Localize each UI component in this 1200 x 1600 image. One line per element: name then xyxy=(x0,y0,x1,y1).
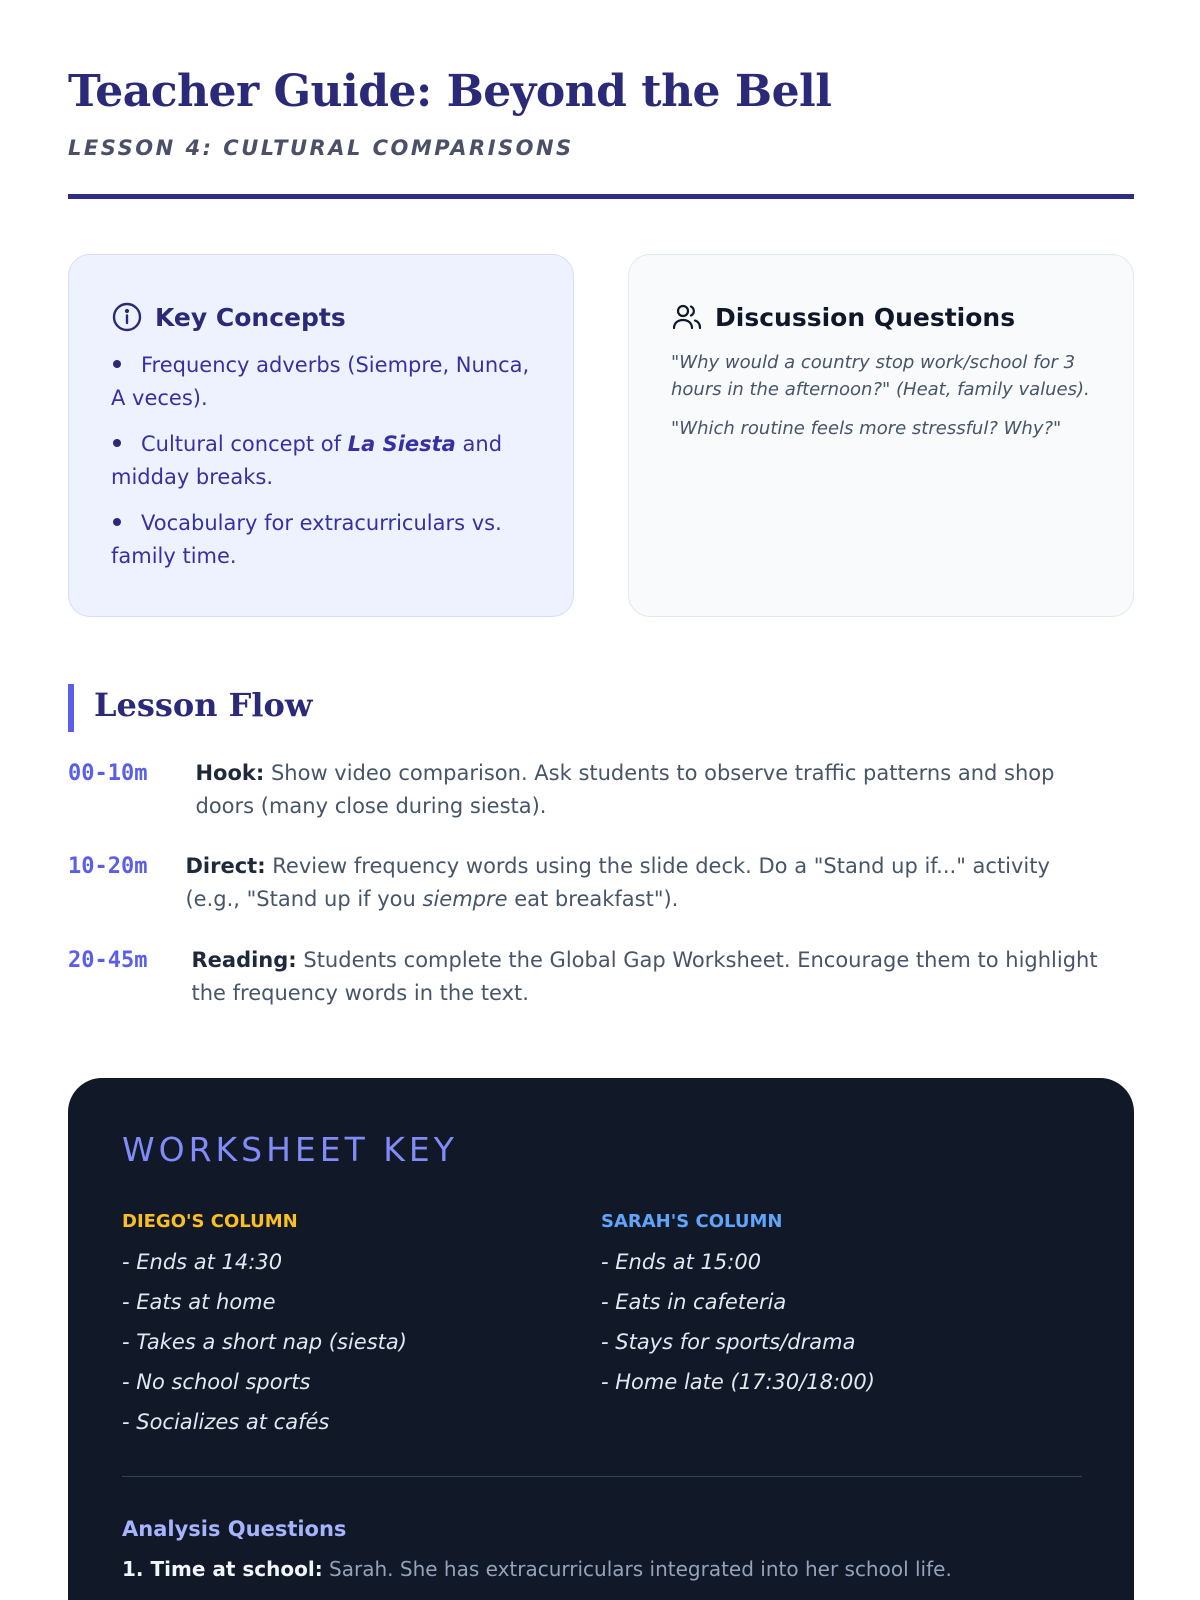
list-item xyxy=(111,507,533,573)
bullet xyxy=(113,518,121,526)
flow-time: 10-20m xyxy=(68,854,148,879)
discussion-questions-card xyxy=(628,254,1134,617)
flow-time: 20-45m xyxy=(68,948,148,973)
worksheet-key-panel xyxy=(68,1078,1134,1600)
analysis-questions-title: Analysis Questions xyxy=(122,1517,347,1541)
analysis-text: Sarah. She has extracurriculars integrated into her school life. xyxy=(322,1557,952,1581)
flow-emphasis: siempre xyxy=(422,887,508,911)
flow-label: Hook: xyxy=(195,761,265,785)
list-item: - Home late (17:30/18:00) xyxy=(601,1370,875,1394)
worksheet-key-title: WORKSHEET KEY xyxy=(122,1130,458,1169)
diego-column xyxy=(122,1211,601,1442)
section-accent-bar xyxy=(68,684,74,732)
concept-emphasis: La Siesta xyxy=(347,432,456,456)
flow-description xyxy=(191,944,1131,1010)
users-icon xyxy=(671,301,703,333)
discussion-header xyxy=(671,299,1093,335)
page-title: Teacher Guide: Beyond the Bell xyxy=(68,66,832,117)
list-item: - Eats in cafeteria xyxy=(601,1290,787,1314)
sarah-column xyxy=(601,1211,1080,1442)
sarah-column-heading: SARAH'S COLUMN xyxy=(601,1211,783,1232)
flow-label: Direct: xyxy=(185,854,266,878)
list-item: - Ends at 14:30 xyxy=(122,1250,283,1274)
diego-column-heading: DIEGO'S COLUMN xyxy=(122,1211,298,1232)
key-concepts-list xyxy=(111,349,533,573)
lesson-flow-row xyxy=(68,757,1148,823)
worksheet-divider xyxy=(122,1476,1082,1477)
lesson-flow-row xyxy=(68,944,1148,1010)
page-subtitle: LESSON 4: CULTURAL COMPARISONS xyxy=(68,136,574,160)
list-item: - Ends at 15:00 xyxy=(601,1250,762,1274)
flow-description xyxy=(195,757,1115,823)
info-circle-icon xyxy=(111,301,143,333)
concept-text: Frequency adverbs (Siempre, Nunca, A veces). xyxy=(111,353,530,410)
discussion-question: "Which routine feels more stressful? Why?" xyxy=(671,418,1062,439)
flow-text: Students complete the Global Gap Worksheet. Encourage them to highlight the frequency words in the text. xyxy=(191,948,1098,1005)
list-item: - No school sports xyxy=(122,1370,311,1394)
key-concepts-card xyxy=(68,254,574,617)
worksheet-columns xyxy=(122,1211,1080,1442)
discussion-title: Discussion Questions xyxy=(715,302,1016,332)
list-item: - Takes a short nap (siesta) xyxy=(122,1330,407,1354)
list-item: - Eats at home xyxy=(122,1290,276,1314)
header-divider xyxy=(68,194,1134,199)
flow-description xyxy=(185,850,1105,916)
concept-text: and midday breaks. xyxy=(111,432,503,489)
lesson-flow-title: Lesson Flow xyxy=(94,686,313,724)
analysis-answer xyxy=(122,1557,1080,1581)
concept-text: Cultural concept of xyxy=(141,432,348,456)
bullet xyxy=(113,439,121,447)
discussion-question: "Why would a country stop work/school for 3 hours in the afternoon?" (Heat, family values). xyxy=(671,352,1090,400)
lesson-flow-row xyxy=(68,850,1148,916)
analysis-label: 1. Time at school: xyxy=(122,1557,323,1581)
flow-text: Review frequency words using the slide deck. Do a "Stand up if..." activity (e.g., "Stand up if you xyxy=(185,854,1050,911)
bullet xyxy=(113,360,121,368)
concept-text: Vocabulary for extracurriculars vs. family time. xyxy=(111,511,502,568)
flow-text: eat breakfast"). xyxy=(507,887,679,911)
flow-label: Reading: xyxy=(191,948,297,972)
list-item xyxy=(111,349,533,415)
list-item: - Socializes at cafés xyxy=(122,1410,330,1434)
key-concepts-header xyxy=(111,299,533,335)
list-item xyxy=(111,428,533,494)
flow-time: 00-10m xyxy=(68,761,148,786)
list-item: - Stays for sports/drama xyxy=(601,1330,856,1354)
flow-text: Show video comparison. Ask students to observe traffic patterns and shop doors (many close during siesta). xyxy=(195,761,1055,818)
key-concepts-title: Key Concepts xyxy=(155,302,346,332)
